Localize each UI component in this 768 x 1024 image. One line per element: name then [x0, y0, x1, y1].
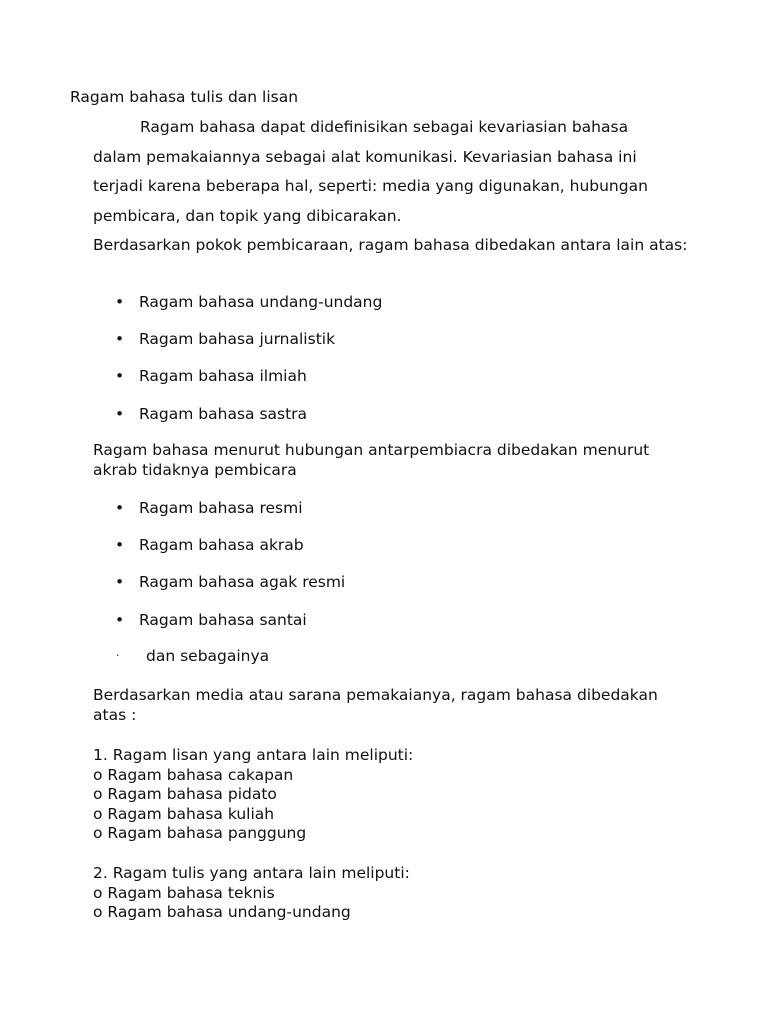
list-item: o Ragam bahasa kuliah: [93, 804, 275, 823]
list-item: o Ragam bahasa cakapan: [93, 765, 294, 784]
intro-line: dalam pemakaiannya sebagai alat komunikasi. Kevariasian bahasa ini: [93, 147, 637, 166]
list-item-label: dan sebagainya: [146, 647, 270, 665]
list-item: [93, 610, 345, 647]
list-item: [93, 535, 345, 572]
bullet-icon: •: [115, 536, 125, 555]
bullet-icon: •: [115, 610, 125, 629]
topic-list: [93, 292, 382, 441]
bullet-icon: •: [115, 330, 125, 349]
bullet-icon: •: [115, 293, 125, 311]
intro-line: Ragam bahasa dapat didefinisikan sebagai kevariasian bahasa: [140, 118, 629, 136]
list-item: [93, 572, 345, 609]
list-item-label: Ragam bahasa jurnalistik: [139, 330, 336, 349]
list-item: [93, 498, 345, 535]
list-item: o Ragam bahasa pidato: [93, 785, 277, 804]
list-item-label: Ragam bahasa agak resmi: [139, 573, 346, 592]
written-variety-heading: 2. Ragam tulis yang antara lain meliputi:: [93, 864, 410, 882]
list-item: o Ragam bahasa undang-undang: [93, 903, 351, 922]
list-item: o Ragam bahasa teknis: [93, 883, 275, 902]
list-item-label: Ragam bahasa akrab: [139, 536, 304, 555]
spoken-variety-heading: 1. Ragam lisan yang antara lain meliputi:: [93, 746, 414, 764]
list-item: [93, 292, 382, 329]
document-title: Ragam bahasa tulis dan lisan: [70, 88, 299, 106]
written-variety-list: [93, 864, 693, 923]
bullet-icon: •: [115, 573, 125, 592]
topic-paragraph: Berdasarkan pokok pembicaraan, ragam bahasa dibedakan antara lain atas:: [93, 236, 688, 254]
relation-list: [93, 498, 345, 647]
small-bullet-icon: ·: [116, 649, 120, 662]
media-paragraph: Berdasarkan media atau sarana pemakaianya, ragam bahasa dibedakan atas :: [93, 686, 658, 724]
list-item-label: Ragam bahasa ilmiah: [139, 367, 307, 386]
list-item: [93, 646, 269, 666]
spoken-variety-list: [93, 746, 693, 844]
list-item-label: Ragam bahasa undang-undang: [139, 293, 383, 311]
intro-line: terjadi karena beberapa hal, seperti: media yang digunakan, hubungan: [93, 177, 648, 195]
list-item-label: Ragam bahasa sastra: [139, 404, 308, 423]
relation-paragraph: Ragam bahasa menurut hubungan antarpembiacra dibedakan menurut akrab tidaknya pembicara: [93, 441, 650, 479]
list-item: [93, 366, 382, 403]
intro-line: pembicara, dan topik yang dibicarakan.: [93, 206, 402, 225]
bullet-icon: •: [115, 404, 125, 423]
list-item-label: Ragam bahasa resmi: [139, 499, 303, 517]
list-item: [93, 329, 382, 366]
bullet-icon: •: [115, 367, 125, 386]
list-item: o Ragam bahasa panggung: [93, 824, 307, 843]
list-item-label: Ragam bahasa santai: [139, 610, 307, 629]
bullet-icon: •: [115, 499, 125, 517]
list-item: [93, 404, 382, 441]
intro-paragraph: [93, 116, 713, 234]
